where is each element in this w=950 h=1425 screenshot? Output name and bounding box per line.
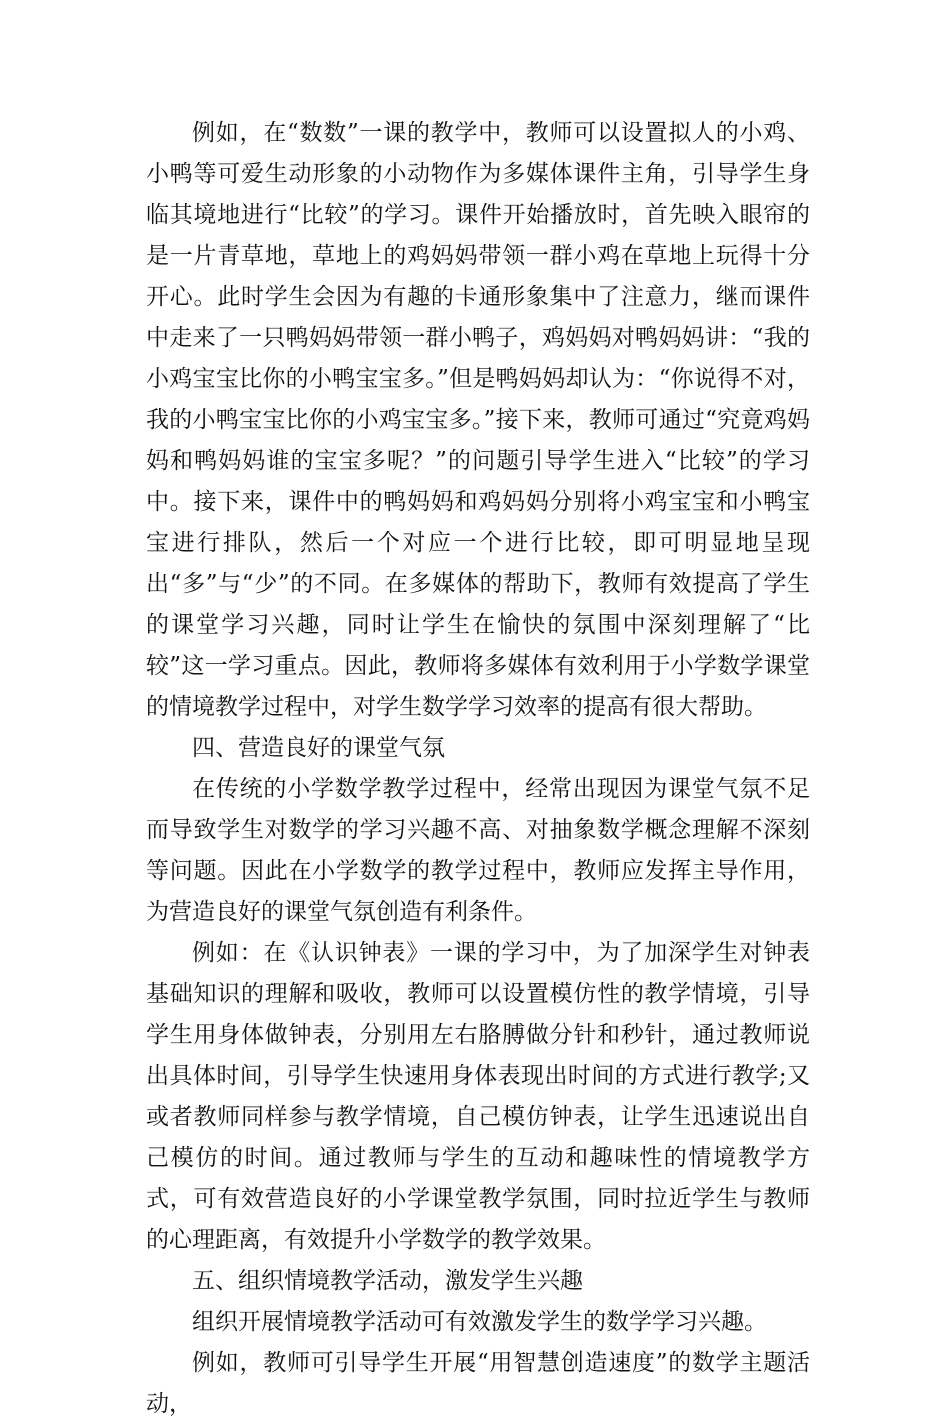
section-heading-four: 四、营造良好的课堂气氛	[192, 735, 445, 761]
paragraph-multimedia-example: 例如，在“数数”一课的教学中，教师可以设置拟人的小鸡、小鸭等可爱生动形象的小动物作为多媒体课件主角，引导学生身临其境地进行“比较”的学习。课件开始播放时，首先映入眼帘的是一片青草地，草地上的鸡妈妈带领一群小鸡在草地上玩得十分开心。此时学生会因为有趣的卡通形象集中了注意力，继而课件中走来了一只鸭妈妈带领一群小鸭子，鸡妈妈对鸭妈妈讲：“我的小鸡宝宝比你的小鸭宝宝多。”但是鸭妈妈却认为：“你说得不对，我的小鸭宝宝比你的小鸡宝宝多。”接下来，教师可通过“究竟鸡妈妈和鸭妈妈谁的宝宝多呢？”的问题引导学生进入“比较”的学习中。接下来，课件中的鸭妈妈和鸡妈妈分别将小鸡宝宝和小鸭宝宝进行排队，然后一个对应一个进行比较，即可明显地呈现出“多”与“少”的不同。在多媒体的帮助下，教师有效提高了学生的课堂学习兴趣，同时让学生在愉快的氛围中深刻理解了“比较”这一学习重点。因此，教师将多媒体有效利用于小学数学课堂的情境教学过程中，对学生数学学习效率的提高有很大帮助。	[146, 120, 810, 720]
document-page	[146, 113, 810, 1425]
section-heading-five: 五、组织情境教学活动，激发学生兴趣	[192, 1268, 583, 1294]
paragraph-clock-example: 例如：在《认识钟表》一课的学习中，为了加深学生对钟表基础知识的理解和吸收，教师可以设置模仿性的教学情境，引导学生用身体做钟表，分别用左右胳膊做分针和秒针，通过教师说出具体时间，引导学生快速用身体表现出时间的方式进行教学;又或者教师同样参与教学情境，自己模仿钟表，让学生迅速说出自己模仿的时间。通过教师与学生的互动和趣味性的情境教学方式，可有效营造良好的小学课堂教学氛围，同时拉近学生与教师的心理距离，有效提升小学数学的教学效果。	[146, 940, 810, 1253]
paragraph-activity-example: 例如，教师可引导学生开展“用智慧创造速度”的数学主题活动，	[146, 1350, 810, 1417]
paragraph-activity-intro: 组织开展情境教学活动可有效激发学生的数学学习兴趣。	[192, 1309, 767, 1335]
paragraph-classroom-atmosphere: 在传统的小学数学教学过程中，经常出现因为课堂气氛不足而导致学生对数学的学习兴趣不高、对抽象数学概念理解不深刻等问题。因此在小学数学的教学过程中，教师应发挥主导作用，为营造良好的课堂气氛创造有利条件。	[146, 776, 810, 925]
